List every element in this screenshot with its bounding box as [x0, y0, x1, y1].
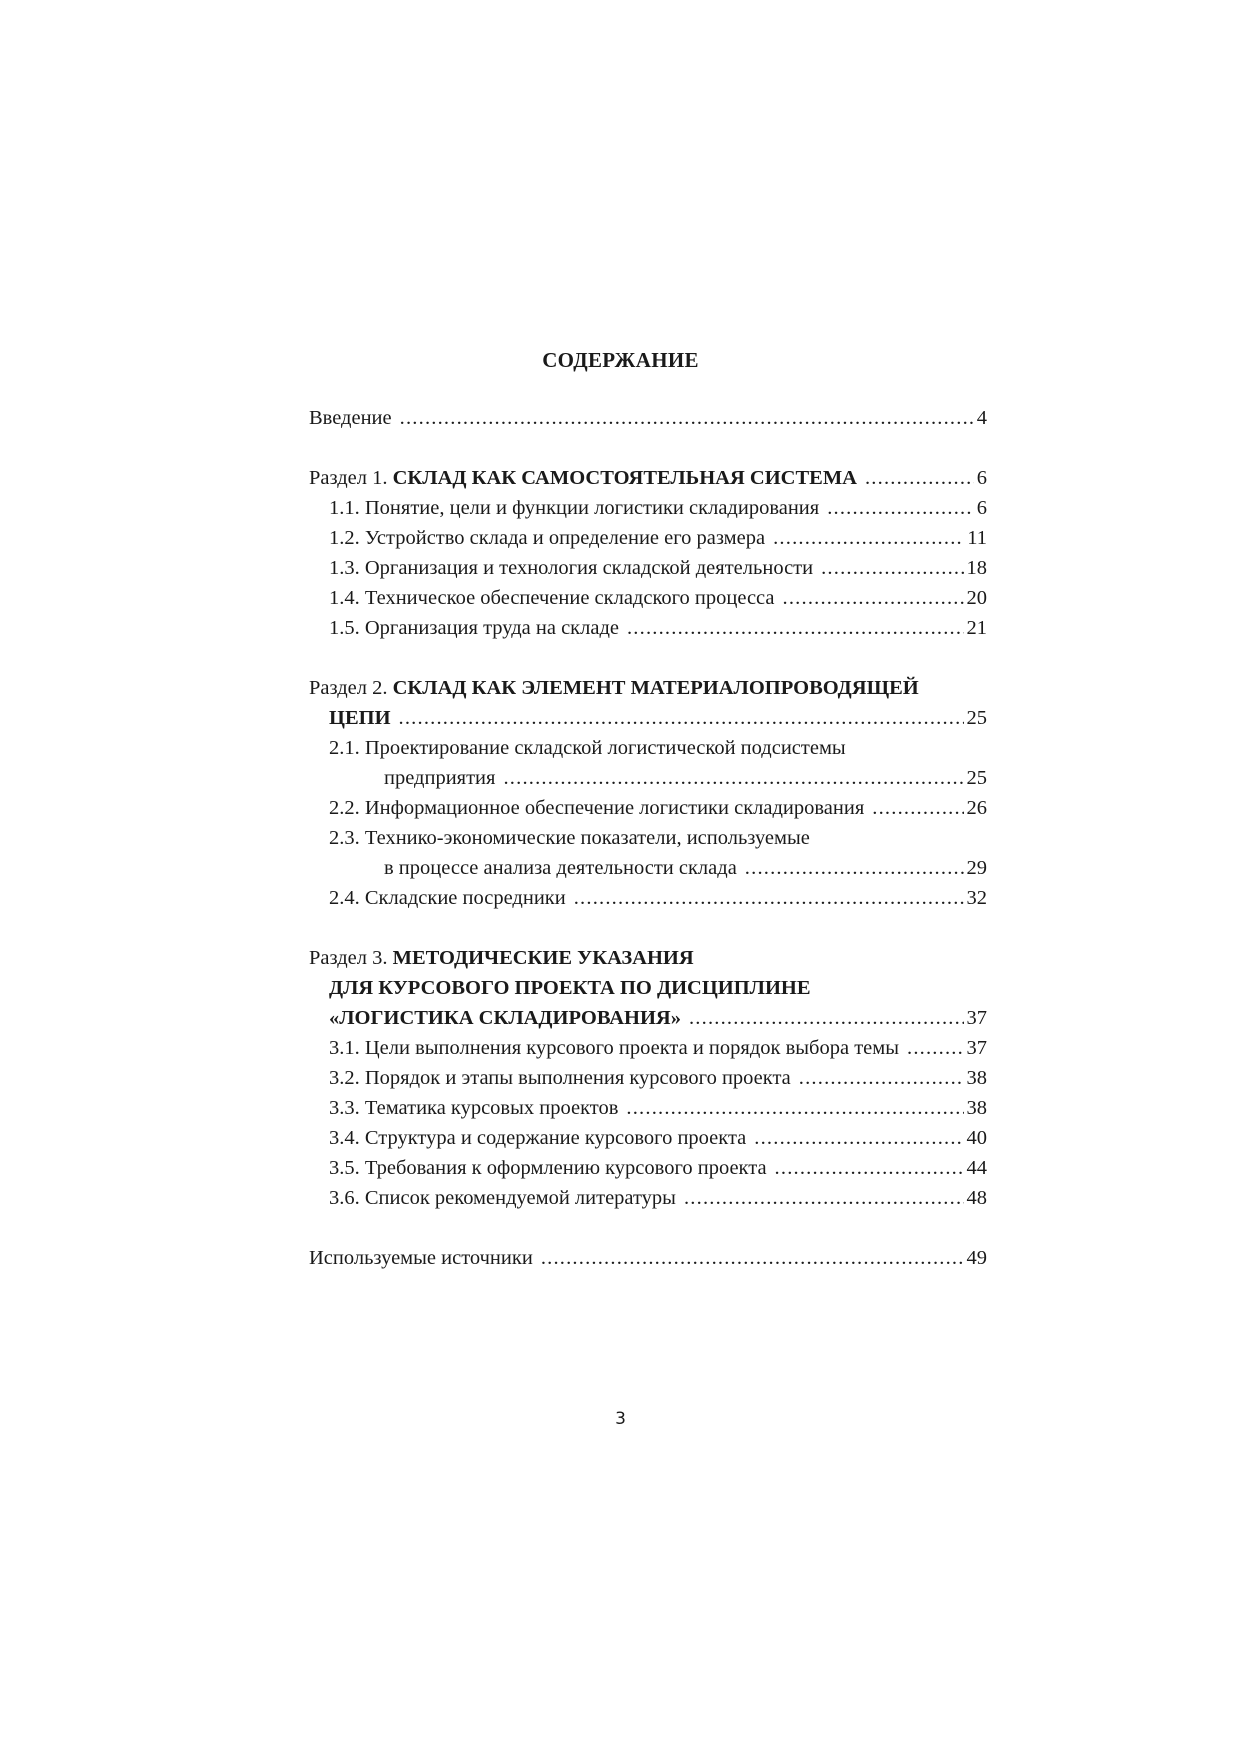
dot-leader: [745, 853, 964, 883]
toc-page-number: 32: [966, 887, 987, 909]
toc-page-number: 40: [966, 1127, 987, 1149]
dot-leader: [574, 883, 964, 913]
toc-page-number: 6: [976, 497, 987, 519]
section-heading-text: Раздел 3. МЕТОДИЧЕСКИЕ УКАЗАНИЯ: [309, 947, 694, 969]
toc-entry-3-1[interactable]: 3.1. Цели выполнения курсового проекта и порядок выбора темы ..... 37: [309, 1033, 987, 1063]
dot-leader: [827, 493, 974, 523]
dot-leader: [400, 403, 974, 433]
toc-page-number: 49: [966, 1247, 987, 1269]
toc-section-2-heading[interactable]: [309, 673, 987, 703]
toc-entry-1-1[interactable]: 1.1. Понятие, цели и функции логистики складирования ..... 6: [309, 493, 987, 523]
toc-page-number: 4: [976, 407, 987, 429]
dot-leader: [503, 763, 963, 793]
page-title: СОДЕРЖАНИЕ: [542, 348, 699, 372]
dot-leader: [541, 1243, 964, 1273]
dot-leader: [627, 613, 964, 643]
section-heading-text: Раздел 1. СКЛАД КАК САМОСТОЯТЕЛЬНАЯ СИСТЕМА: [309, 467, 857, 489]
toc-page-number: 38: [966, 1067, 987, 1089]
dot-leader: [689, 1003, 964, 1033]
toc-entry-3-3[interactable]: 3.3. Тематика курсовых проектов ..... 38: [309, 1093, 987, 1123]
toc-entry-3-2[interactable]: 3.2. Порядок и этапы выполнения курсового проекта ..... 38: [309, 1063, 987, 1093]
toc-page-number: 20: [966, 587, 987, 609]
toc-page-number: 37: [966, 1007, 987, 1029]
toc-entry-3-4[interactable]: 3.4. Структура и содержание курсового проекта ..... 40: [309, 1123, 987, 1153]
toc-section-3-heading-cont[interactable]: ДЛЯ КУРСОВОГО ПРОЕКТА ПО ДИСЦИПЛИНЕ: [329, 977, 811, 999]
toc-page-number: 29: [966, 857, 987, 879]
toc-entry-sources[interactable]: [309, 1243, 987, 1273]
dot-leader: [821, 553, 963, 583]
toc-entry-label: Используемые источники: [309, 1247, 533, 1269]
dot-leader: [865, 463, 974, 493]
toc-entry-2-1[interactable]: 2.1. Проектирование складской логистической подсистемы: [329, 737, 846, 759]
dot-leader: [684, 1183, 964, 1213]
toc-section-3-heading-cont-2[interactable]: «ЛОГИСТИКА СКЛАДИРОВАНИЯ» ..... 37: [309, 1003, 987, 1033]
toc-entry-1-2[interactable]: 1.2. Устройство склада и определение его размера ..... 11: [309, 523, 987, 553]
toc-entry-intro[interactable]: [309, 403, 987, 433]
dot-leader: [399, 703, 964, 733]
toc-page-number: 11: [967, 527, 987, 549]
toc-entry-2-3[interactable]: 2.3. Технико-экономические показатели, используемые: [329, 827, 810, 849]
toc-entry-3-6[interactable]: 3.6. Список рекомендуемой литературы ..... 48: [309, 1183, 987, 1213]
toc-entry-1-3[interactable]: 1.3. Организация и технология складской деятельности ..... 18: [309, 553, 987, 583]
toc-page-number: 25: [966, 707, 987, 729]
toc-page-number: 37: [966, 1037, 987, 1059]
toc-page-number: 18: [966, 557, 987, 579]
dot-leader: [872, 793, 963, 823]
toc-entry-label: Введение: [309, 407, 392, 429]
toc-page-number: 6: [976, 467, 987, 489]
dot-leader: [783, 583, 964, 613]
toc-section-3-heading[interactable]: [309, 943, 987, 973]
toc-entry-1-4[interactable]: 1.4. Техническое обеспечение складского процесса ..... 20: [309, 583, 987, 613]
toc-page-number: 25: [966, 767, 987, 789]
page-number: 3: [615, 1409, 626, 1429]
toc-entry-2-1-cont[interactable]: предприятия ..... 25: [309, 763, 987, 793]
dot-leader: [775, 1153, 964, 1183]
toc-page-number: 48: [966, 1187, 987, 1209]
dot-leader: [799, 1063, 964, 1093]
toc-entry-3-5[interactable]: 3.5. Требования к оформлению курсового проекта ..... 44: [309, 1153, 987, 1183]
dot-leader: [754, 1123, 963, 1153]
toc-section-1-heading[interactable]: [309, 463, 987, 493]
toc-page-number: 38: [966, 1097, 987, 1119]
toc-section-2-heading-cont[interactable]: ЦЕПИ ..... 25: [309, 703, 987, 733]
toc-page-number: 44: [966, 1157, 987, 1179]
dot-leader: [773, 523, 964, 553]
toc-entry-1-5[interactable]: 1.5. Организация труда на складе ..... 21: [309, 613, 987, 643]
toc-entry-2-2[interactable]: 2.2. Информационное обеспечение логистики складирования ..... 26: [309, 793, 987, 823]
dot-leader: [907, 1033, 964, 1063]
toc-page-number: 21: [966, 617, 987, 639]
dot-leader: [626, 1093, 963, 1123]
table-of-contents: [309, 403, 987, 1273]
toc-entry-2-4[interactable]: 2.4. Складские посредники ..... 32: [309, 883, 987, 913]
section-heading-text: Раздел 2. СКЛАД КАК ЭЛЕМЕНТ МАТЕРИАЛОПРОВОДЯЩЕЙ: [309, 677, 919, 699]
toc-entry-2-3-cont[interactable]: в процессе анализа деятельности склада ..... 29: [309, 853, 987, 883]
toc-page-number: 26: [966, 797, 987, 819]
